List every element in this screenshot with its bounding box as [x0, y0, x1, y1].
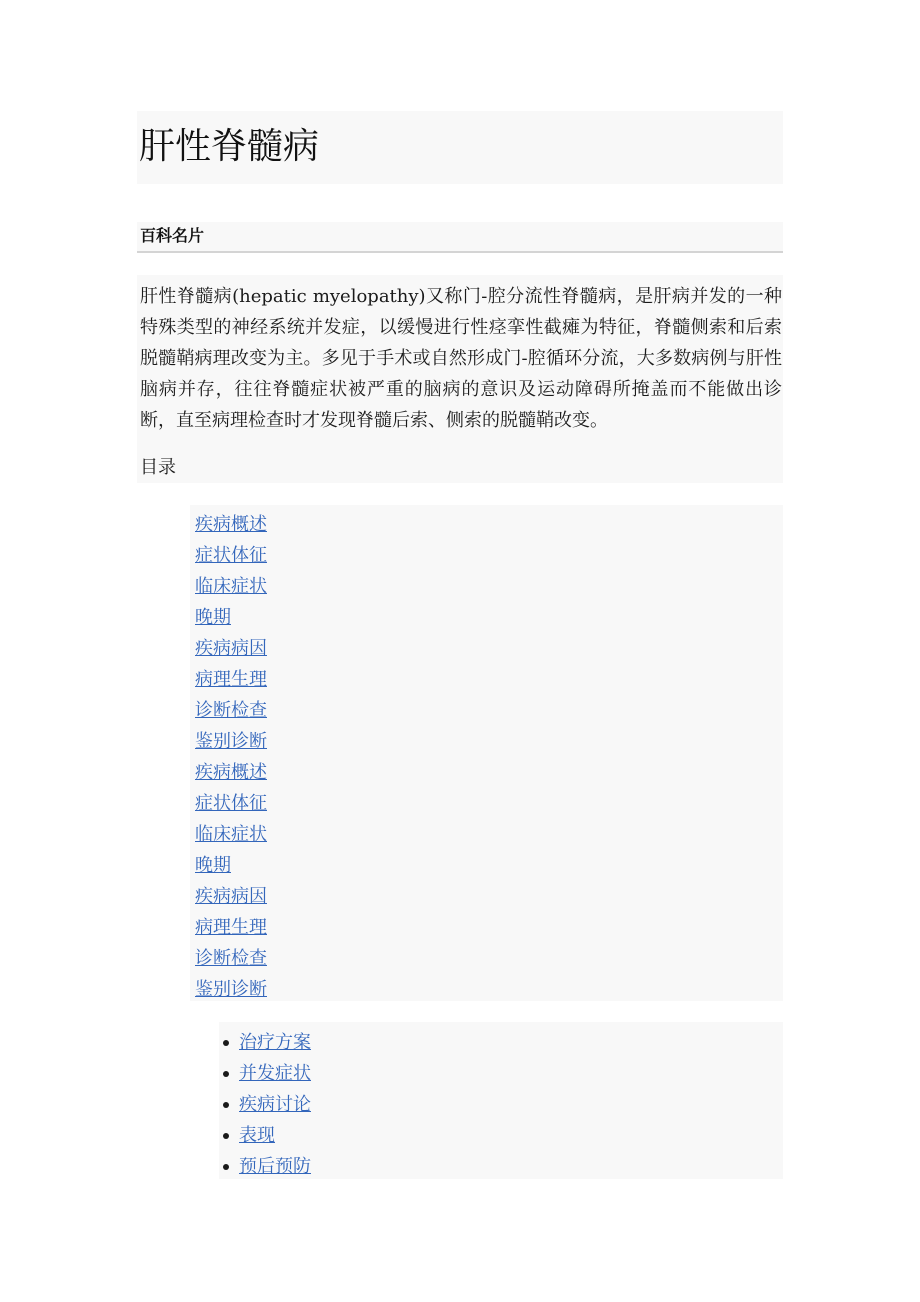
- toc-link[interactable]: 诊断检查: [195, 700, 267, 721]
- sub-item: [221, 1027, 311, 1058]
- sub-item: [221, 1151, 311, 1182]
- toc-link[interactable]: 疾病概述: [195, 762, 267, 783]
- toc-item: [195, 974, 267, 1005]
- toc-link[interactable]: 鉴别诊断: [195, 979, 267, 1000]
- toc-heading: 目录: [140, 457, 176, 478]
- toc-link[interactable]: 病理生理: [195, 917, 267, 938]
- bullet-icon: [223, 1164, 229, 1170]
- toc-item: [195, 943, 267, 974]
- toc-item: [195, 509, 267, 540]
- toc-link[interactable]: 晚期: [195, 607, 231, 628]
- sub-link[interactable]: 预后预防: [239, 1156, 311, 1177]
- toc-item: [195, 726, 267, 757]
- sub-item: [221, 1058, 311, 1089]
- sub-contents: [219, 1022, 783, 1179]
- card-label: 百科名片: [140, 226, 205, 245]
- toc-link[interactable]: 晚期: [195, 855, 231, 876]
- sub-link[interactable]: 疾病讨论: [239, 1094, 311, 1115]
- bullet-icon: [223, 1102, 229, 1108]
- toc-link[interactable]: 病理生理: [195, 669, 267, 690]
- toc-link[interactable]: 疾病病因: [195, 638, 267, 659]
- intro-paragraph: 肝性脊髓病(hepatic myelopathy)又称门-腔分流性脊髓病，是肝病并发的一种特殊类型的神经系统并发症，以缓慢进行性痉挛性截瘫为特征，脊髓侧索和后索脱髓鞘病理改变为主。多见于手术或自然形成门-腔循环分流，大多数病例与肝性脑病并存，往往脊髓症状被严重的脑病的意识及运动障碍所掩盖而不能做出诊断，直至病理检查时才发现脊髓后索、侧索的脱髓鞘改变。: [140, 286, 782, 431]
- sub-link[interactable]: 表现: [239, 1125, 275, 1146]
- table-of-contents: [190, 505, 783, 1001]
- toc-link[interactable]: 疾病概述: [195, 514, 267, 535]
- toc-item: [195, 819, 267, 850]
- sub-contents-list: [221, 1027, 311, 1182]
- toc-item: [195, 850, 267, 881]
- sub-link[interactable]: 治疗方案: [239, 1032, 311, 1053]
- toc-link[interactable]: 症状体征: [195, 793, 267, 814]
- bullet-icon: [223, 1071, 229, 1077]
- toc-item: [195, 912, 267, 943]
- toc-item: [195, 540, 267, 571]
- toc-item: [195, 602, 267, 633]
- toc-link[interactable]: 临床症状: [195, 824, 267, 845]
- toc-item: [195, 757, 267, 788]
- toc-item: [195, 571, 267, 602]
- toc-link[interactable]: 诊断检查: [195, 948, 267, 969]
- toc-link[interactable]: 鉴别诊断: [195, 731, 267, 752]
- toc-link[interactable]: 疾病病因: [195, 886, 267, 907]
- toc-list: [195, 509, 267, 1005]
- toc-link[interactable]: 症状体征: [195, 545, 267, 566]
- sub-item: [221, 1089, 311, 1120]
- bullet-icon: [223, 1040, 229, 1046]
- toc-item: [195, 881, 267, 912]
- toc-item: [195, 695, 267, 726]
- page-title: 肝性脊髓病: [139, 126, 320, 167]
- sub-link[interactable]: 并发症状: [239, 1063, 311, 1084]
- toc-item: [195, 788, 267, 819]
- title-section: [137, 111, 783, 184]
- intro-section: [137, 275, 783, 483]
- toc-item: [195, 664, 267, 695]
- encyclopedia-card-header: [137, 222, 783, 253]
- sub-item: [221, 1120, 311, 1151]
- toc-item: [195, 633, 267, 664]
- bullet-icon: [223, 1133, 229, 1139]
- toc-link[interactable]: 临床症状: [195, 576, 267, 597]
